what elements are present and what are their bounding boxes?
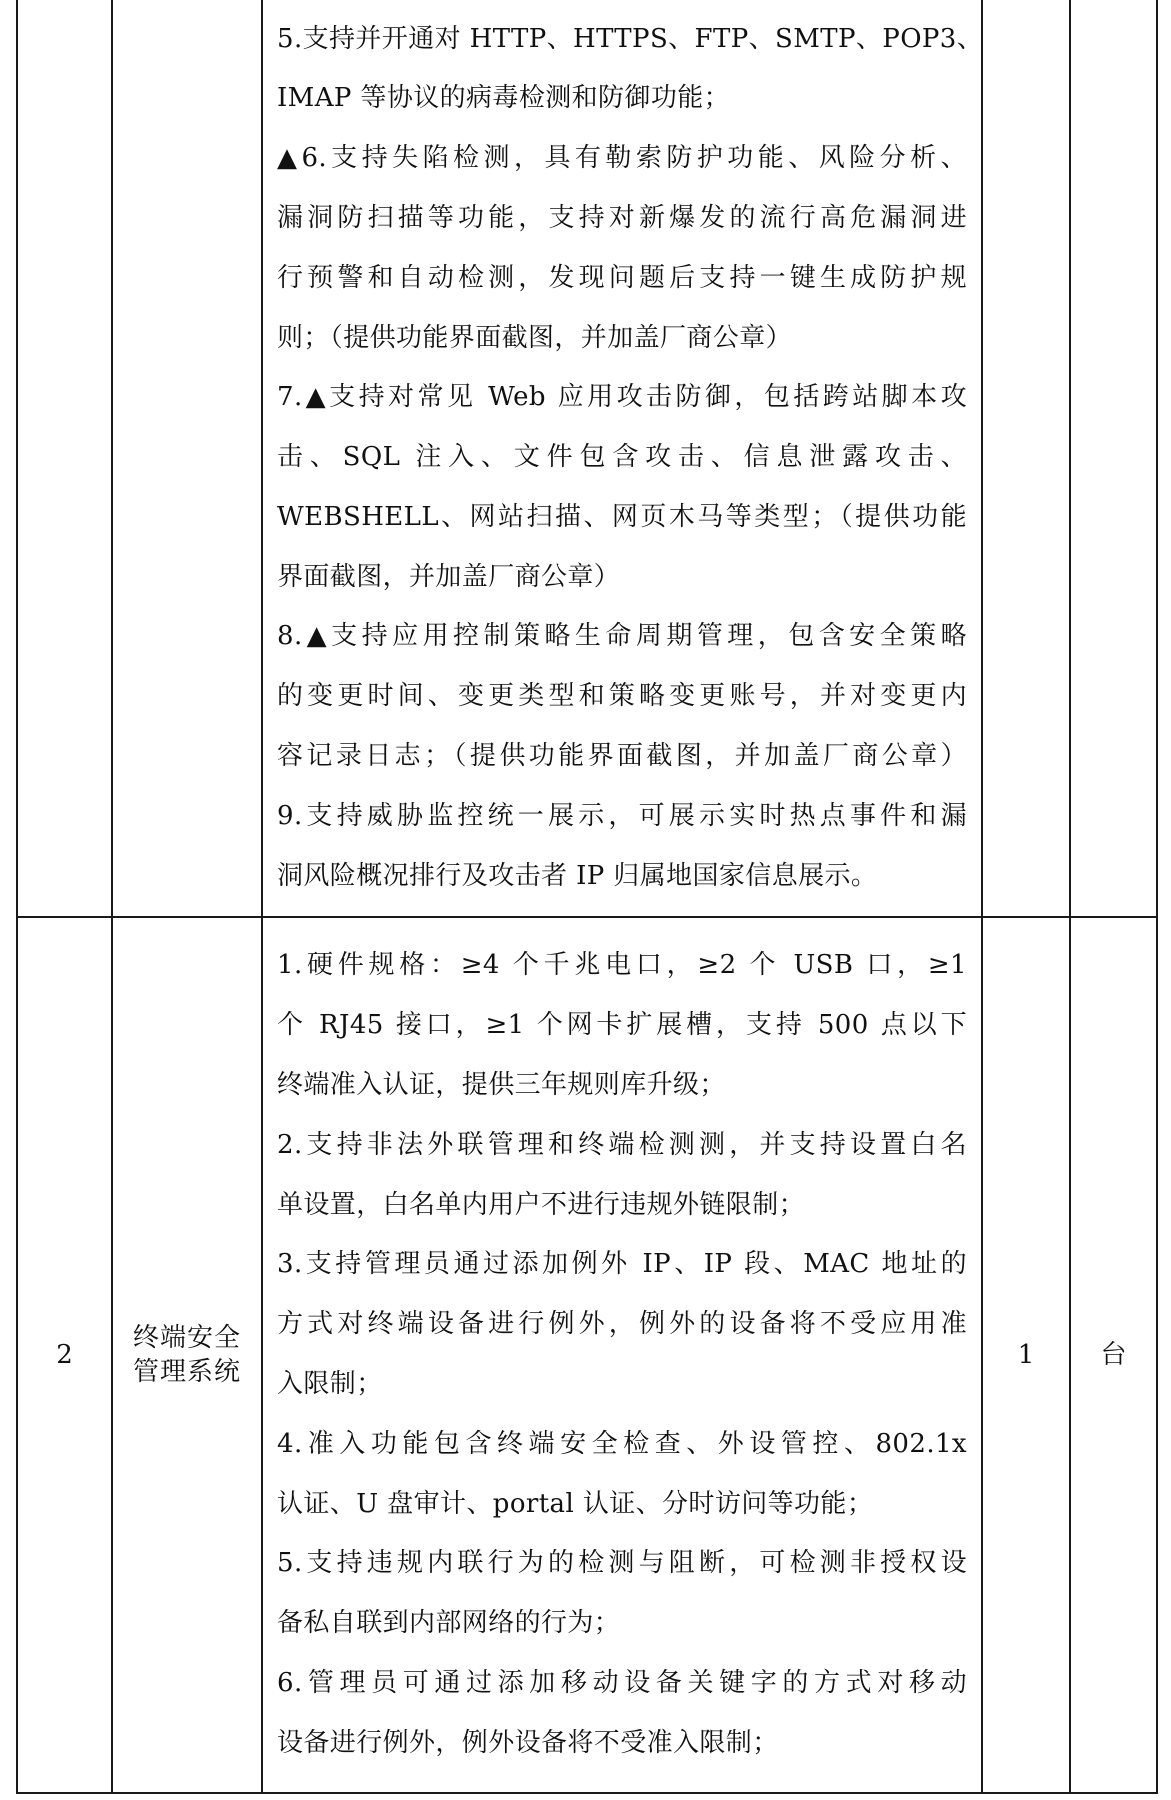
spec-line: 1.硬件规格：≥4 个千兆电口，≥2 个 USB 口，≥1 <box>277 950 967 981</box>
quantity-cell: 1 <box>982 917 1070 1793</box>
spec-line: 方式对终端设备进行例外，例外的设备将不受应用准 <box>277 1309 967 1340</box>
spec-line: 单设置，白名单内用户不进行违规外链限制； <box>277 1189 806 1220</box>
spec-line: ▲6.支持失陷检测，具有勒索防护功能、风险分析、 <box>277 143 967 174</box>
spec-table <box>16 0 1158 1794</box>
spec-line: 入限制； <box>277 1369 383 1399</box>
item-number-cell <box>17 0 112 917</box>
spec-line: 7.▲支持对常见 Web 应用攻击防御，包括跨站脚本攻 <box>277 382 967 413</box>
spec-line: 容记录日志；（提供功能界面截图，并加盖厂商公章） <box>277 741 967 772</box>
spec-cell <box>262 0 982 917</box>
spec-line: 行预警和自动检测，发现问题后支持一键生成防护规 <box>277 262 967 293</box>
spec-line: 9.支持威胁监控统一展示，可展示实时热点事件和漏 <box>277 800 967 831</box>
spec-line: 漏洞防扫描等功能，支持对新爆发的流行高危漏洞进 <box>277 202 967 233</box>
unit-cell: 台 <box>1070 917 1157 1793</box>
table-row <box>17 0 1157 917</box>
spec-line: 5.支持并开通对 HTTP、HTTPS、FTP、SMTP、POP3、 <box>277 23 984 54</box>
spec-line: 备私自联到内部网络的行为； <box>277 1608 621 1639</box>
unit-cell <box>1070 0 1157 917</box>
quantity-cell <box>982 0 1070 917</box>
item-name-cell <box>112 0 262 917</box>
spec-line: 终端准入认证，提供三年规则库升级； <box>277 1070 726 1101</box>
spec-line: 5.支持违规内联行为的检测与阻断，可检测非授权设 <box>277 1548 967 1579</box>
spec-line: 3.支持管理员通过添加例外 IP、IP 段、MAC 地址的 <box>277 1249 967 1280</box>
spec-line: 4.准入功能包含终端安全检查、外设管控、802.1x <box>277 1428 967 1459</box>
spec-line: IMAP 等协议的病毒检测和防御功能； <box>277 83 731 114</box>
spec-line: 2.支持非法外联管理和终端检测测，并支持设置白名 <box>277 1129 967 1160</box>
spec-line: 洞风险概况排行及攻击者 IP 归属地国家信息展示。 <box>277 860 878 891</box>
item-number-cell: 2 <box>17 917 112 1793</box>
spec-line: WEBSHELL、网站扫描、网页木马等类型；（提供功能 <box>277 501 967 532</box>
spec-line: 则；（提供功能界面截图，并加盖厂商公章） <box>277 322 793 353</box>
spec-line: 6.管理员可通过添加移动设备关键字的方式对移动 <box>277 1667 967 1698</box>
spec-cell <box>262 917 982 1793</box>
spec-line: 设备进行例外，例外设备将不受准入限制； <box>277 1727 779 1758</box>
spec-line: 的变更时间、变更类型和策略变更账号，并对变更内 <box>277 681 967 712</box>
table-row <box>17 917 1157 1793</box>
spec-line: 认证、U 盘审计、portal 认证、分时访问等功能； <box>277 1488 874 1519</box>
spec-line: 个 RJ45 接口，≥1 个网卡扩展槽，支持 500 点以下 <box>277 1010 967 1041</box>
spec-line: 击、SQL 注入、文件包含攻击、信息泄露攻击、 <box>277 442 967 473</box>
item-name-cell <box>112 917 262 1793</box>
item-name: 终端安全管理系统 <box>132 1323 241 1387</box>
spec-line: 8.▲支持应用控制策略生命周期管理，包含安全策略 <box>277 621 967 652</box>
spec-line: 界面截图，并加盖厂商公章） <box>277 561 621 592</box>
